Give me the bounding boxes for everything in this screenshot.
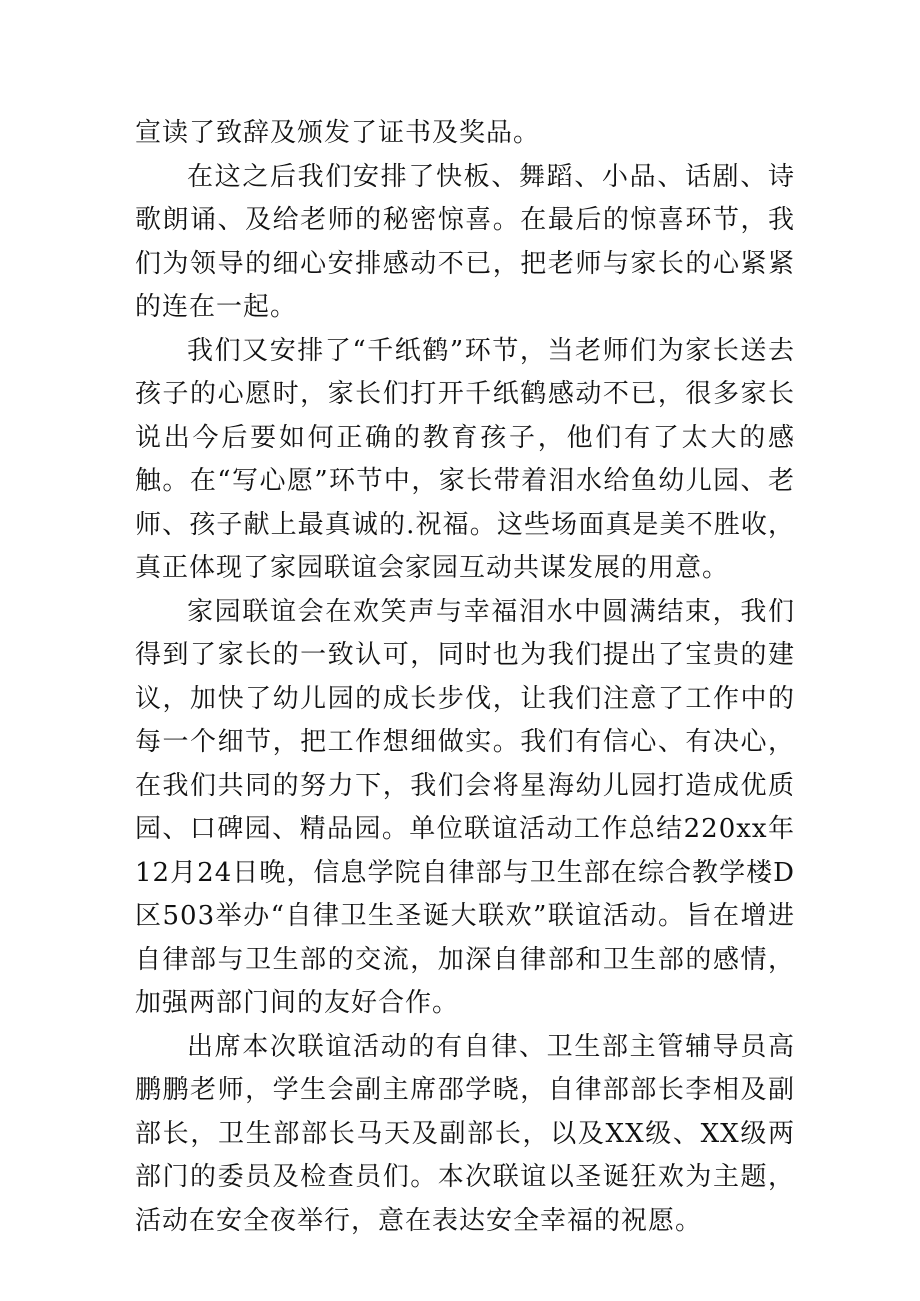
paragraph-attendees: 出席本次联谊活动的有自律、卫生部主管辅导员高鹏鹏老师，学生会副主席邵学晓，自律部部长李相及副部长，卫生部部长马天及副部长，以及XX级、XX级两部门的委员及检查员们。本次联谊以圣诞狂欢为主题，活动在安全夜举行，意在表达安全幸福的祝愿。 bbox=[135, 1031, 795, 1236]
paragraph-conclusion-and-summary: 家园联谊会在欢笑声与幸福泪水中圆满结束，我们得到了家长的一致认可，同时也为我们提出了宝贵的建议，加快了幼儿园的成长步伐，让我们注意了工作中的每一个细节，把工作想细做实。我们有信心、有决心，在我们共同的努力下，我们会将星海幼儿园打造成优质园、口碑园、精品园。单位联谊活动工作总结220xx年12月24日晚，信息学院自律部与卫生部在综合教学楼D区503举办“自律卫生圣诞大联欢”联谊活动。旨在增进自律部与卫生部的交流，加深自律部和卫生部的感情，加强两部门间的友好合作。 bbox=[135, 596, 795, 1018]
paragraph-continuation: 宣读了致辞及颁发了证书及奖品。 bbox=[135, 118, 541, 148]
paragraph-paper-crane: 我们又安排了“千纸鹤”环节，当老师们为家长送去孩子的心愿时，家长们打开千纸鹤感动不已，很多家长说出今后要如何正确的教育孩子，他们有了太大的感触。在“写心愿”环节中，家长带着泪水给鱼幼儿园、老师、孩子献上最真诚的.祝福。这些场面真是美不胜收，真正体现了家园联谊会家园互动共谋发展的用意。 bbox=[135, 335, 795, 583]
document-body bbox=[135, 112, 795, 1243]
paragraph-program-arrangement: 在这之后我们安排了快板、舞蹈、小品、话剧、诗歌朗诵、及给老师的秘密惊喜。在最后的惊喜环节，我们为领导的细心安排感动不已，把老师与家长的心紧紧的连在一起。 bbox=[135, 161, 795, 322]
